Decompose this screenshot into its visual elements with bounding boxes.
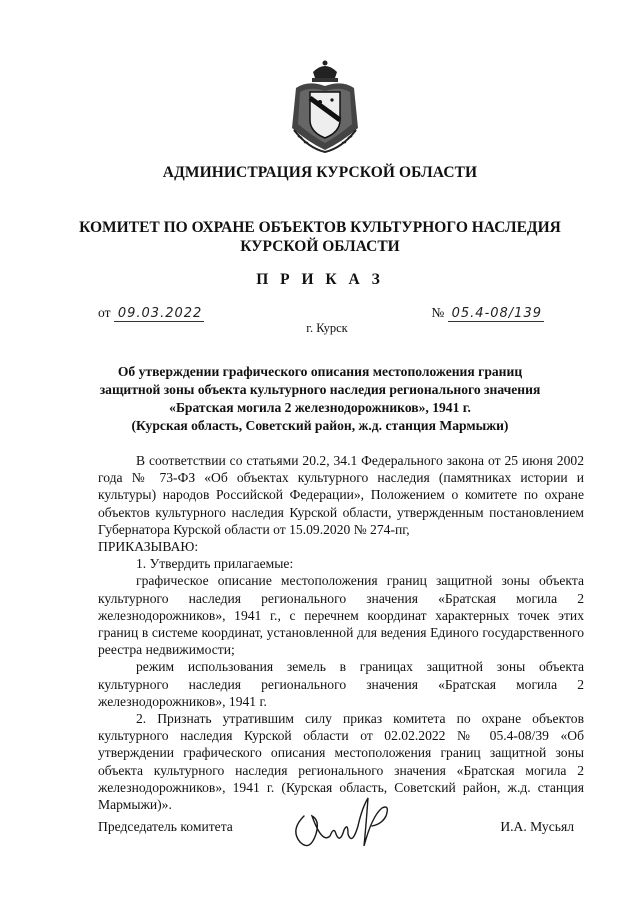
signer-name: И.А. Мусьял [500,819,574,834]
document-type: П Р И К А З [256,271,384,288]
date-block [98,305,204,321]
date-value: 09.03.2022 [114,306,204,322]
title-line1: Об утверждении графического описания местоположения границ [117,364,523,379]
city-label: г. Курск [306,321,348,335]
date-prefix: от [98,305,111,320]
paragraph-preamble: В соответствии со статьями 20.2, 34.1 Федерального закона от 25 июня 2002 года № 73-ФЗ «Об объектах культурного наследия (памятниках истории и культуры) народов Российской Федерации», Положением о комитете по охране объектов культурного наследия Курской области, утвержденным постановлением Губернатора Курской области от 15.09.2020 № 274-пг, [98,453,584,537]
title-line3: «Братская могила 2 железнодорожников», 1941 г. [169,400,471,415]
signer-position: Председатель комитета [98,819,233,834]
number-value: 05.4-08/139 [448,306,544,322]
paragraph-item-1: 1. Утвердить прилагаемые: [136,556,294,572]
paragraph-land-use-regime: режим использования земель в границах защитной зоны объекта культурного наследия регионального значения «Братская могила 2 железнодорожников», 1941 г. [98,659,584,709]
committee-heading [0,218,640,256]
paragraph-item-2: 2. Признать утратившим силу приказ комитета по охране объектов культурного наследия Курской области от 02.02.2022 № 05.4-08/39 «Об утверждении графического описания местоположения границ защитной зоны объекта культурного наследия регионального значения «Братская могила 2 железнодорожников», 1941 г. (Курская область, Советский район, ж.д. станция Мармыжи)». [98,711,584,813]
document-title [0,363,640,435]
title-line4: (Курская область, Советский район, ж.д. станция Мармыжи) [131,418,509,433]
handwritten-signature [286,786,406,856]
committee-heading-line2: КУРСКОЙ ОБЛАСТИ [240,238,400,255]
coat-of-arms-emblem [288,58,362,154]
number-prefix: № [431,305,445,320]
paragraph-graphic-description: графическое описание местоположения границ защитной зоны объекта культурного наследия регионального значения «Братская могила 2 железнодорожников», 1941 г., с перечнем координат характерных точек этих границ в системе координат, установленной для ведения Единого государственного реестра недвижимости; [98,573,584,658]
number-block [431,305,544,321]
title-line2: защитной зоны объекта культурного наследия регионального значения [99,382,541,397]
paragraph-order-word: ПРИКАЗЫВАЮ: [98,539,199,555]
document-body [98,452,584,813]
committee-heading-line1: КОМИТЕТ ПО ОХРАНЕ ОБЪЕКТОВ КУЛЬТУРНОГО НАСЛЕДИЯ [79,219,561,236]
administration-heading: АДМИНИСТРАЦИЯ КУРСКОЙ ОБЛАСТИ [162,164,478,181]
